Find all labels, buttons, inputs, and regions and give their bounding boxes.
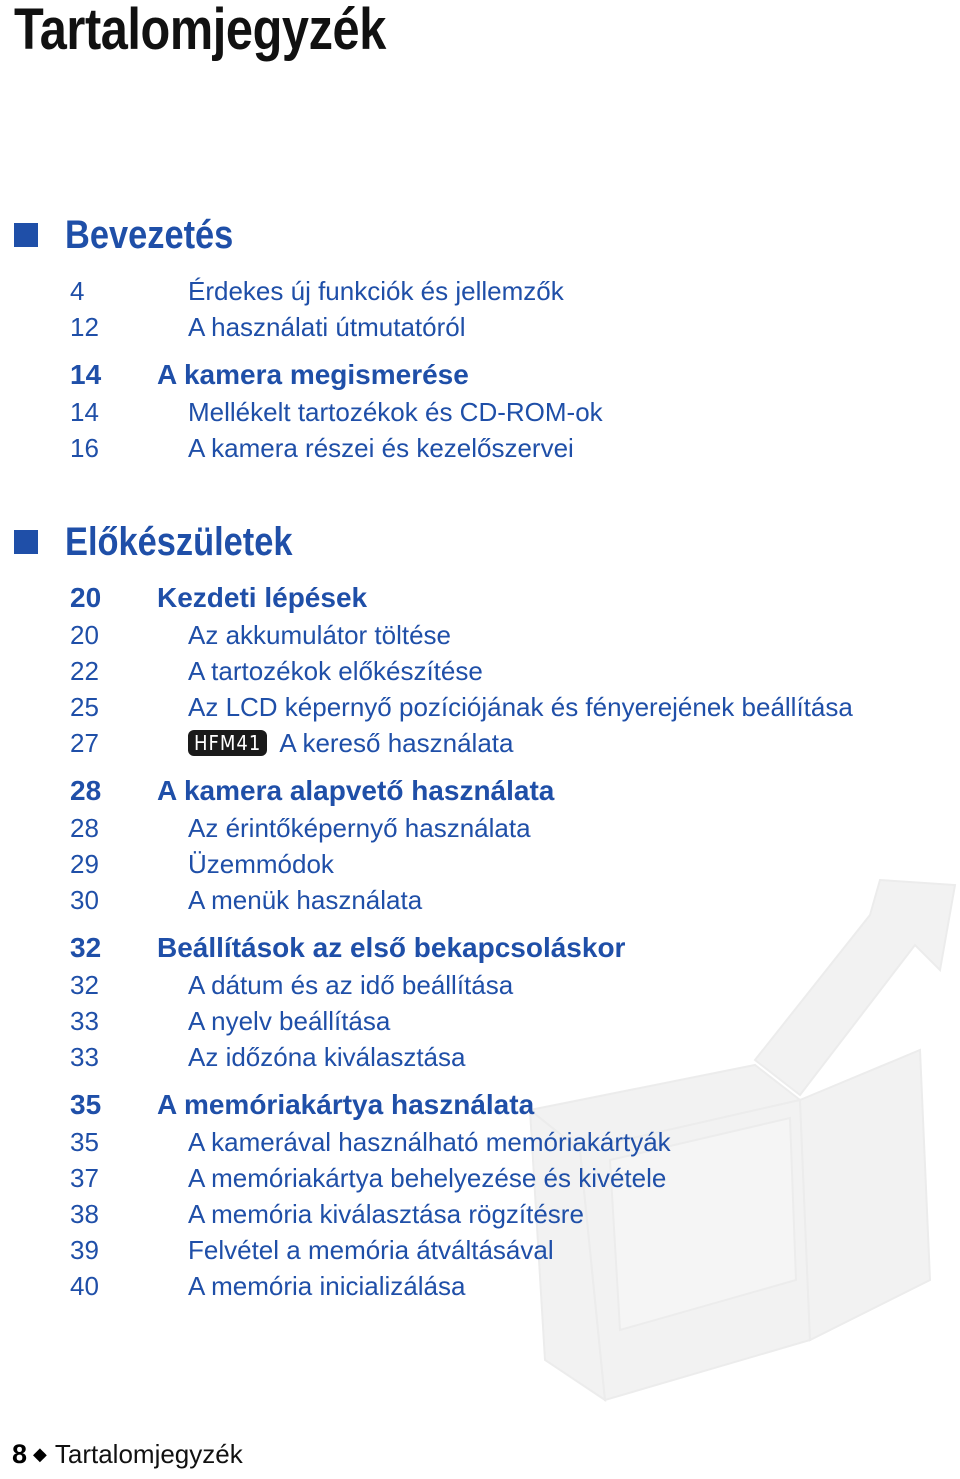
toc-entry[interactable] bbox=[0, 1124, 960, 1160]
toc-page-number: 33 bbox=[70, 1006, 99, 1036]
toc-page-number: 29 bbox=[70, 849, 99, 879]
toc-entry[interactable] bbox=[0, 1003, 960, 1039]
toc-chapter[interactable] bbox=[0, 773, 960, 809]
toc-entry-text: A kereső használata bbox=[279, 728, 514, 758]
footer-title: Tartalomjegyzék bbox=[54, 1439, 243, 1469]
toc-page-number: 39 bbox=[70, 1235, 99, 1265]
toc-entry[interactable] bbox=[0, 653, 960, 689]
toc-entry[interactable] bbox=[0, 1039, 960, 1075]
section-title: Előkészületek bbox=[65, 519, 293, 564]
toc-entry-title: Mellékelt tartozékok és CD-ROM-ok bbox=[188, 397, 603, 427]
toc-entry-title: Az akkumulátor töltése bbox=[188, 620, 452, 650]
toc-page-number: 27 bbox=[70, 728, 99, 758]
toc-chapter-title: Beállítások az első bekapcsoláskor bbox=[157, 932, 626, 963]
toc-entry[interactable] bbox=[0, 394, 960, 430]
toc-page-number: 14 bbox=[70, 397, 99, 427]
toc-entry-title: A dátum és az idő beállítása bbox=[188, 970, 514, 1000]
toc-page-number: 20 bbox=[70, 582, 102, 613]
toc-page-number: 40 bbox=[70, 1271, 99, 1301]
section-heading-elokeszuletek[interactable] bbox=[14, 517, 330, 567]
model-badge: HFM41 bbox=[188, 730, 267, 756]
toc-entry[interactable] bbox=[0, 1232, 960, 1268]
toc-entry[interactable] bbox=[0, 1160, 960, 1196]
toc-entry-title: A tartozékok előkészítése bbox=[188, 656, 483, 686]
footer-page-number: 8 bbox=[12, 1439, 28, 1469]
toc-entry[interactable] bbox=[0, 273, 960, 309]
toc-page-number: 22 bbox=[70, 656, 99, 686]
toc-chapter[interactable] bbox=[0, 357, 960, 393]
toc-entry-title: A kamera részei és kezelőszervei bbox=[188, 433, 574, 463]
toc-entry[interactable] bbox=[0, 309, 960, 345]
toc-entry[interactable] bbox=[0, 1268, 960, 1304]
toc-chapter-title: A memóriakártya használata bbox=[157, 1089, 535, 1120]
toc-page-number: 30 bbox=[70, 885, 99, 915]
toc-chapter-title: A kamera alapvető használata bbox=[157, 775, 555, 806]
toc-entry[interactable] bbox=[0, 967, 960, 1003]
toc-page-number: 20 bbox=[70, 620, 99, 650]
toc-entry-title: A memória kiválasztása rögzítésre bbox=[188, 1199, 584, 1229]
toc-page-number: 12 bbox=[70, 312, 99, 342]
toc-entry-title: Az érintőképernyő használata bbox=[188, 813, 531, 843]
toc-page-number: 14 bbox=[70, 359, 102, 390]
toc-page-number: 38 bbox=[70, 1199, 99, 1229]
toc-chapter-title: Kezdeti lépések bbox=[157, 582, 368, 613]
toc-entry-title: Az időzóna kiválasztása bbox=[188, 1042, 466, 1072]
toc-entry-title: Üzemmódok bbox=[188, 849, 334, 879]
toc-entry[interactable] bbox=[0, 1196, 960, 1232]
toc-entry-title: Érdekes új funkciók és jellemzők bbox=[188, 276, 564, 306]
toc-chapter[interactable] bbox=[0, 1087, 960, 1123]
toc-entry-title: A menük használata bbox=[188, 885, 423, 915]
toc-page-number: 25 bbox=[70, 692, 99, 722]
toc-entry[interactable] bbox=[0, 810, 960, 846]
toc-entry-title: A használati útmutatóról bbox=[188, 312, 466, 342]
toc-page-number: 16 bbox=[70, 433, 99, 463]
toc-page-number: 32 bbox=[70, 932, 102, 963]
toc-page-number: 35 bbox=[70, 1089, 102, 1120]
toc-entry-title: A memóriakártya behelyezése és kivétele bbox=[188, 1163, 667, 1193]
toc-chapter[interactable] bbox=[0, 580, 960, 616]
toc-entry[interactable] bbox=[0, 882, 960, 918]
square-bullet-icon bbox=[14, 530, 38, 554]
toc-entry-title: Felvétel a memória átváltásával bbox=[188, 1235, 554, 1265]
toc-entry[interactable] bbox=[0, 725, 960, 761]
toc-entry[interactable] bbox=[0, 430, 960, 466]
diamond-icon: ◆ bbox=[33, 1444, 47, 1464]
toc-page-number: 32 bbox=[70, 970, 99, 1000]
page-footer bbox=[12, 1434, 243, 1474]
toc-entry-title: A kamerával használható memóriakártyák bbox=[188, 1127, 671, 1157]
toc-page-number: 37 bbox=[70, 1163, 99, 1193]
page-title: Tartalomjegyzék bbox=[14, 0, 386, 62]
toc-page-number: 35 bbox=[70, 1127, 99, 1157]
section-title: Bevezetés bbox=[65, 212, 234, 257]
toc-entry-title: A memória inicializálása bbox=[188, 1271, 466, 1301]
toc-page-number: 33 bbox=[70, 1042, 99, 1072]
toc-entry-title bbox=[188, 725, 513, 761]
toc-chapter-title: A kamera megismerése bbox=[157, 359, 469, 390]
toc-page-number: 4 bbox=[70, 276, 85, 306]
toc-entry-title: A nyelv beállítása bbox=[188, 1006, 391, 1036]
toc-chapter[interactable] bbox=[0, 930, 960, 966]
section-heading-bevezetes[interactable] bbox=[14, 210, 261, 260]
toc-page-number: 28 bbox=[70, 775, 102, 806]
toc-page-number: 28 bbox=[70, 813, 99, 843]
square-bullet-icon bbox=[14, 223, 38, 247]
toc-entry[interactable] bbox=[0, 689, 960, 725]
toc-entry[interactable] bbox=[0, 846, 960, 882]
toc-entry-title: Az LCD képernyő pozíciójának és fényerejének beállítása bbox=[188, 692, 853, 722]
toc-entry[interactable] bbox=[0, 617, 960, 653]
